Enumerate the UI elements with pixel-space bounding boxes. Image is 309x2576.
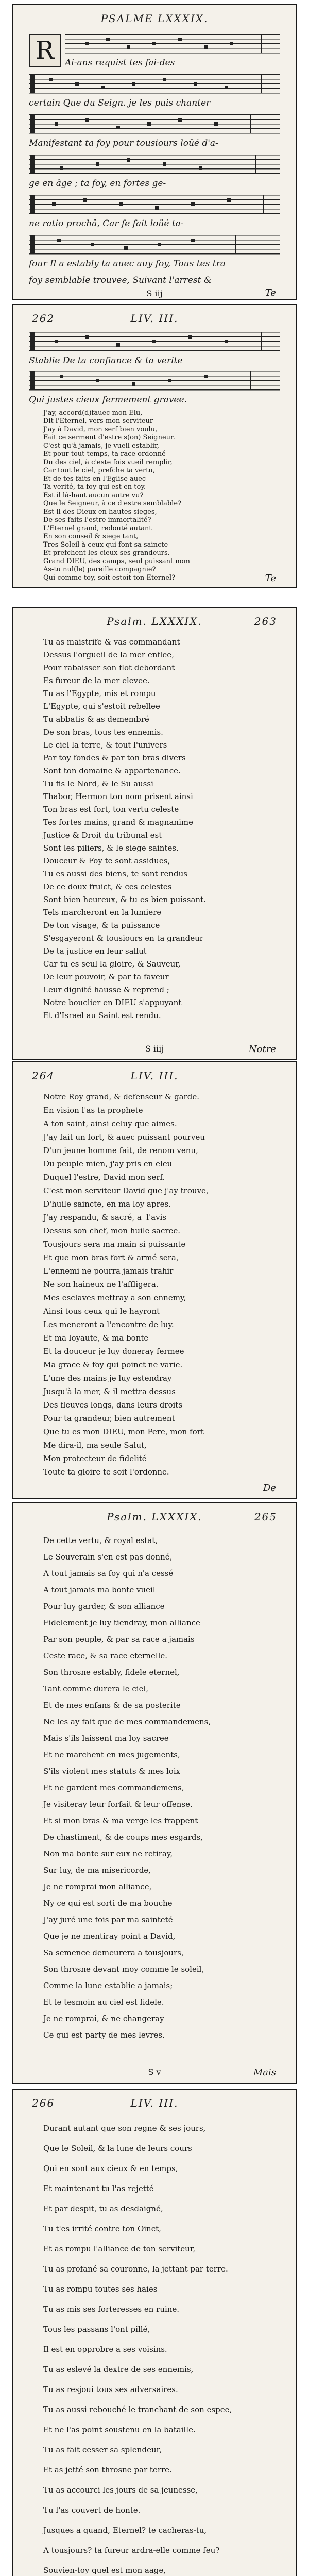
lyric-line: Manifestant ta foy pour tousiours loüé d'a- bbox=[29, 138, 218, 148]
verse-block: J'ay, accord(d)fauec mon Elu, Dit l'Eternel, vers mon serviteur J'ay à David, mon serf bien voulu, Fait ce serment d'estre s(on) Seigneur. C'est qu'à jamais, je vueil establir, Et pour tout temps, ta race ordonné Du des ciel, à c'este fois vueil remplir, Car tout le ciel, prefche ta vertu, Et de tes faits en l'Eglise auec Ta verité, ta foy qui est en toy. Est il là-haut aucun autre vu? Que le Seigneur, à ce d'estre semblable? Est il des Dieux en hautes sieges, De ses faits l'estre immortalité? L'Eternel grand, redouté autant En son conseil & siege tant, Tres Soleil à ceux qui font sa saincte Et prefchent les cieux ses grandeurs. Grand DIEU, des camps, seul puissant nom As-tu nul(le) pareille compagnie? Qui comme toy, soit estoit ton Eternel? bbox=[43, 409, 190, 582]
catchword: Te bbox=[265, 573, 276, 584]
verse-block: Tu as maistrife & vas commandant Dessus l'orgueil de la mer enflee, Pour rabaisser son flot debordant Es fureur de la mer elevee. Tu as l'Egypte, mis et rompu L'Egypte, qui s'estoit rebellee Tu abbatis & as demembré De son bras, tous tes ennemis. Le ciel la terre, & tout l'univers Par toy fondes & par ton bras divers Sont ton domaine & appartenance. Tu fis le Nord, & le Su aussi Thabor, Hermon ton nom prisent ainsi Ton bras est fort, ton vertu celeste Tes fortes mains, grand & magnanime Justice & Droit du tribunal est Sont les piliers, & le siege saintes. Douceur & Foy te sont assidues, Tu es aussi des biens, te sont rendus De ce doux fruict, & ces celestes Sont bien heureux, & tu es bien puissant. Tels marcheront en la lumiere De ton visage, & ta puissance S'esgayeront & tousiours en ta grandeur De ta justice en leur sallut Car tu es seul la gloire, & Sauveur, De leur pouvoir, & par ta faveur Leur dignité hausse & reprend ; Notre bouclier en DIEU s'appuyant Et d'Israel au Saint est rendu. bbox=[43, 637, 206, 1020]
page-2 bbox=[12, 304, 297, 588]
page-number: 266 bbox=[32, 2097, 55, 2109]
page-number: 262 bbox=[32, 312, 55, 325]
music-staff bbox=[29, 332, 280, 352]
page-1 bbox=[12, 4, 297, 300]
running-header bbox=[13, 1070, 296, 1084]
lyric-line: ne ratio prochâ, Car fe fait loüé ta- bbox=[29, 218, 184, 229]
signature-mark: S v bbox=[148, 2067, 161, 2077]
running-header bbox=[13, 12, 296, 27]
page-4 bbox=[12, 1061, 297, 1499]
signature-mark: S iij bbox=[146, 289, 163, 298]
running-header bbox=[13, 312, 296, 327]
verse-block: Notre Roy grand, & defenseur & garde. En vision l'as ta prophete A ton saint, ainsi celuy que aimes. J'ay fait un fort, & auec puissant pourveu D'un jeune homme fait, de renom venu, Du peuple mien, j'ay pris en eleu Duquel l'estre, David mon serf. C'est mon serviteur David que j'ay trouve, D'huile saincte, en ma loy apres. J'ay respandu, & sacré, a l'avis Dessus son chef, mon huile sacree. Tousjours sera ma main si puissante Et que mon bras fort & armé sera, L'ennemi ne pourra jamais trahir Ne son haineux ne l'affligera. Mes esclaves mettray a son ennemy, Ainsi tous ceux qui le hayront Les meneront a l'encontre de luy. Et ma loyaute, & ma bonte Et la douceur je luy doneray fermee Ma grace & foy qui poinct ne varie. L'une des mains je luy estendray Jusqu'à la mer, & il mettra dessus Des fleuves longs, dans leurs droits Pour ta grandeur, bien autrement Que tu es mon DIEU, mon Pere, mon fort Me dira-il, ma seule Salut, Mon protecteur de fidelité Toute ta gloire te soit l'ordonne. bbox=[43, 1092, 209, 1477]
catchword: Mais bbox=[253, 2067, 276, 2078]
music-staff bbox=[29, 155, 280, 175]
music-staff bbox=[29, 114, 280, 135]
music-staff bbox=[29, 371, 280, 392]
verse-block: Durant autant que son regne & ses jours, Que le Soleil, & la lune de leurs cours Qui en sont aux cieux & en temps, Et maintenant tu l'as rejetté Et par despit, tu as desdaigné, Tu t'es irrité contre ton Oinct, Et as rompu l'alliance de ton serviteur, Tu as profané sa couronne, la jettant par terre. Tu as rompu toutes ses haies Tu as mis ses forteresses en ruine. Tous les passans l'ont pillé, Il est en opprobre a ses voisins. Tu as eslevé la dextre de ses ennemis, Tu as resjoui tous ses adversaires. Tu as aussi rebouché le tranchant de son espee, Et ne l'as point soustenu en la bataille. Tu as fait cesser sa splendeur, Et as jetté son throsne par terre. Tu as accourci les jours de sa jeunesse, Tu l'as couvert de honte. Jusques a quand, Eternel? te cacheras-tu, A tousjours? ta fureur ardra-elle comme feu? Souvien-toy quel est mon aage, bbox=[43, 2124, 232, 2575]
page-6 bbox=[12, 2089, 297, 2576]
header-title: Psalm. LXXXIX. bbox=[107, 1511, 202, 1523]
running-header bbox=[13, 615, 296, 630]
lyric-line: Stablie De ta confiance & ta verite bbox=[29, 355, 183, 366]
music-staff bbox=[29, 235, 280, 256]
drop-cap: R bbox=[29, 34, 61, 67]
lyric-line: certain Que du Seign. je les puis chanter bbox=[29, 98, 211, 108]
page-3 bbox=[12, 607, 297, 1060]
page-number: 263 bbox=[254, 615, 277, 628]
running-header bbox=[13, 2097, 296, 2111]
lyric-line: Ai-ans requist tes fai-des bbox=[65, 58, 175, 68]
running-header bbox=[13, 1511, 296, 1525]
catchword: Te bbox=[265, 287, 276, 298]
header-title: Psalm. LXXXIX. bbox=[107, 615, 202, 628]
lyric-line: ge en âge ; ta foy, en fortes ge- bbox=[29, 178, 166, 189]
header-title: PSALME LXXXIX. bbox=[100, 12, 209, 25]
lyric-line: foy semblable trouvee, Suivant l'arrest & bbox=[29, 275, 212, 285]
catchword: De bbox=[263, 1483, 276, 1494]
lyric-line: four Il a estably ta auec auy foy, Tous tes tra bbox=[29, 259, 226, 269]
catchword: Notre bbox=[248, 1044, 276, 1055]
signature-mark: S iiij bbox=[145, 1044, 164, 1054]
music-staff bbox=[65, 34, 280, 55]
header-title: LIV. III. bbox=[130, 2097, 179, 2109]
lyric-line: Qui justes cieux fermement gravee. bbox=[29, 395, 187, 405]
music-staff bbox=[29, 74, 280, 95]
music-staff bbox=[29, 195, 280, 215]
header-title: LIV. III. bbox=[130, 1070, 179, 1082]
page-number: 264 bbox=[32, 1070, 55, 1082]
header-title: LIV. III. bbox=[130, 312, 179, 325]
page-5 bbox=[12, 1502, 297, 2084]
verse-block: De cette vertu, & royal estat, Le Souverain s'en est pas donné, A tout jamais sa foy qui n'a cessé A tout jamais ma bonte vueil Pour luy garder, & son alliance Fidelement je luy tiendray, mon alliance Par son peuple, & par sa race a jamais Ceste race, & sa race eternelle. Son throsne estably, fidele eternel, Tant comme durera le ciel, Et de mes enfans & de sa posterite Ne les ay fait que de mes commandemens, Mais s'ils laissent ma loy sacree Et ne marchent en mes jugements, S'ils violent mes statuts & mes loix Et ne gardent mes commandemens, Je visiteray leur forfait & leur offense. Et si mon bras & ma verge les frappent De chastiment, & de coups mes esgards, Non ma bonte sur eux ne retiray, Sur luy, de ma misericorde, Je ne romprai mon alliance, Ny ce qui est sorti de ma bouche J'ay juré une fois par ma sainteté Que je ne mentiray point a David, Sa semence demeurera a tousjours, Son throsne devant moy comme le soleil, Comme la lune establie a jamais; Et le tesmoin au ciel est fidele. Je ne romprai, & ne changeray Ce qui est party de mes levres. bbox=[43, 1536, 211, 2040]
page-number: 265 bbox=[254, 1511, 277, 1523]
